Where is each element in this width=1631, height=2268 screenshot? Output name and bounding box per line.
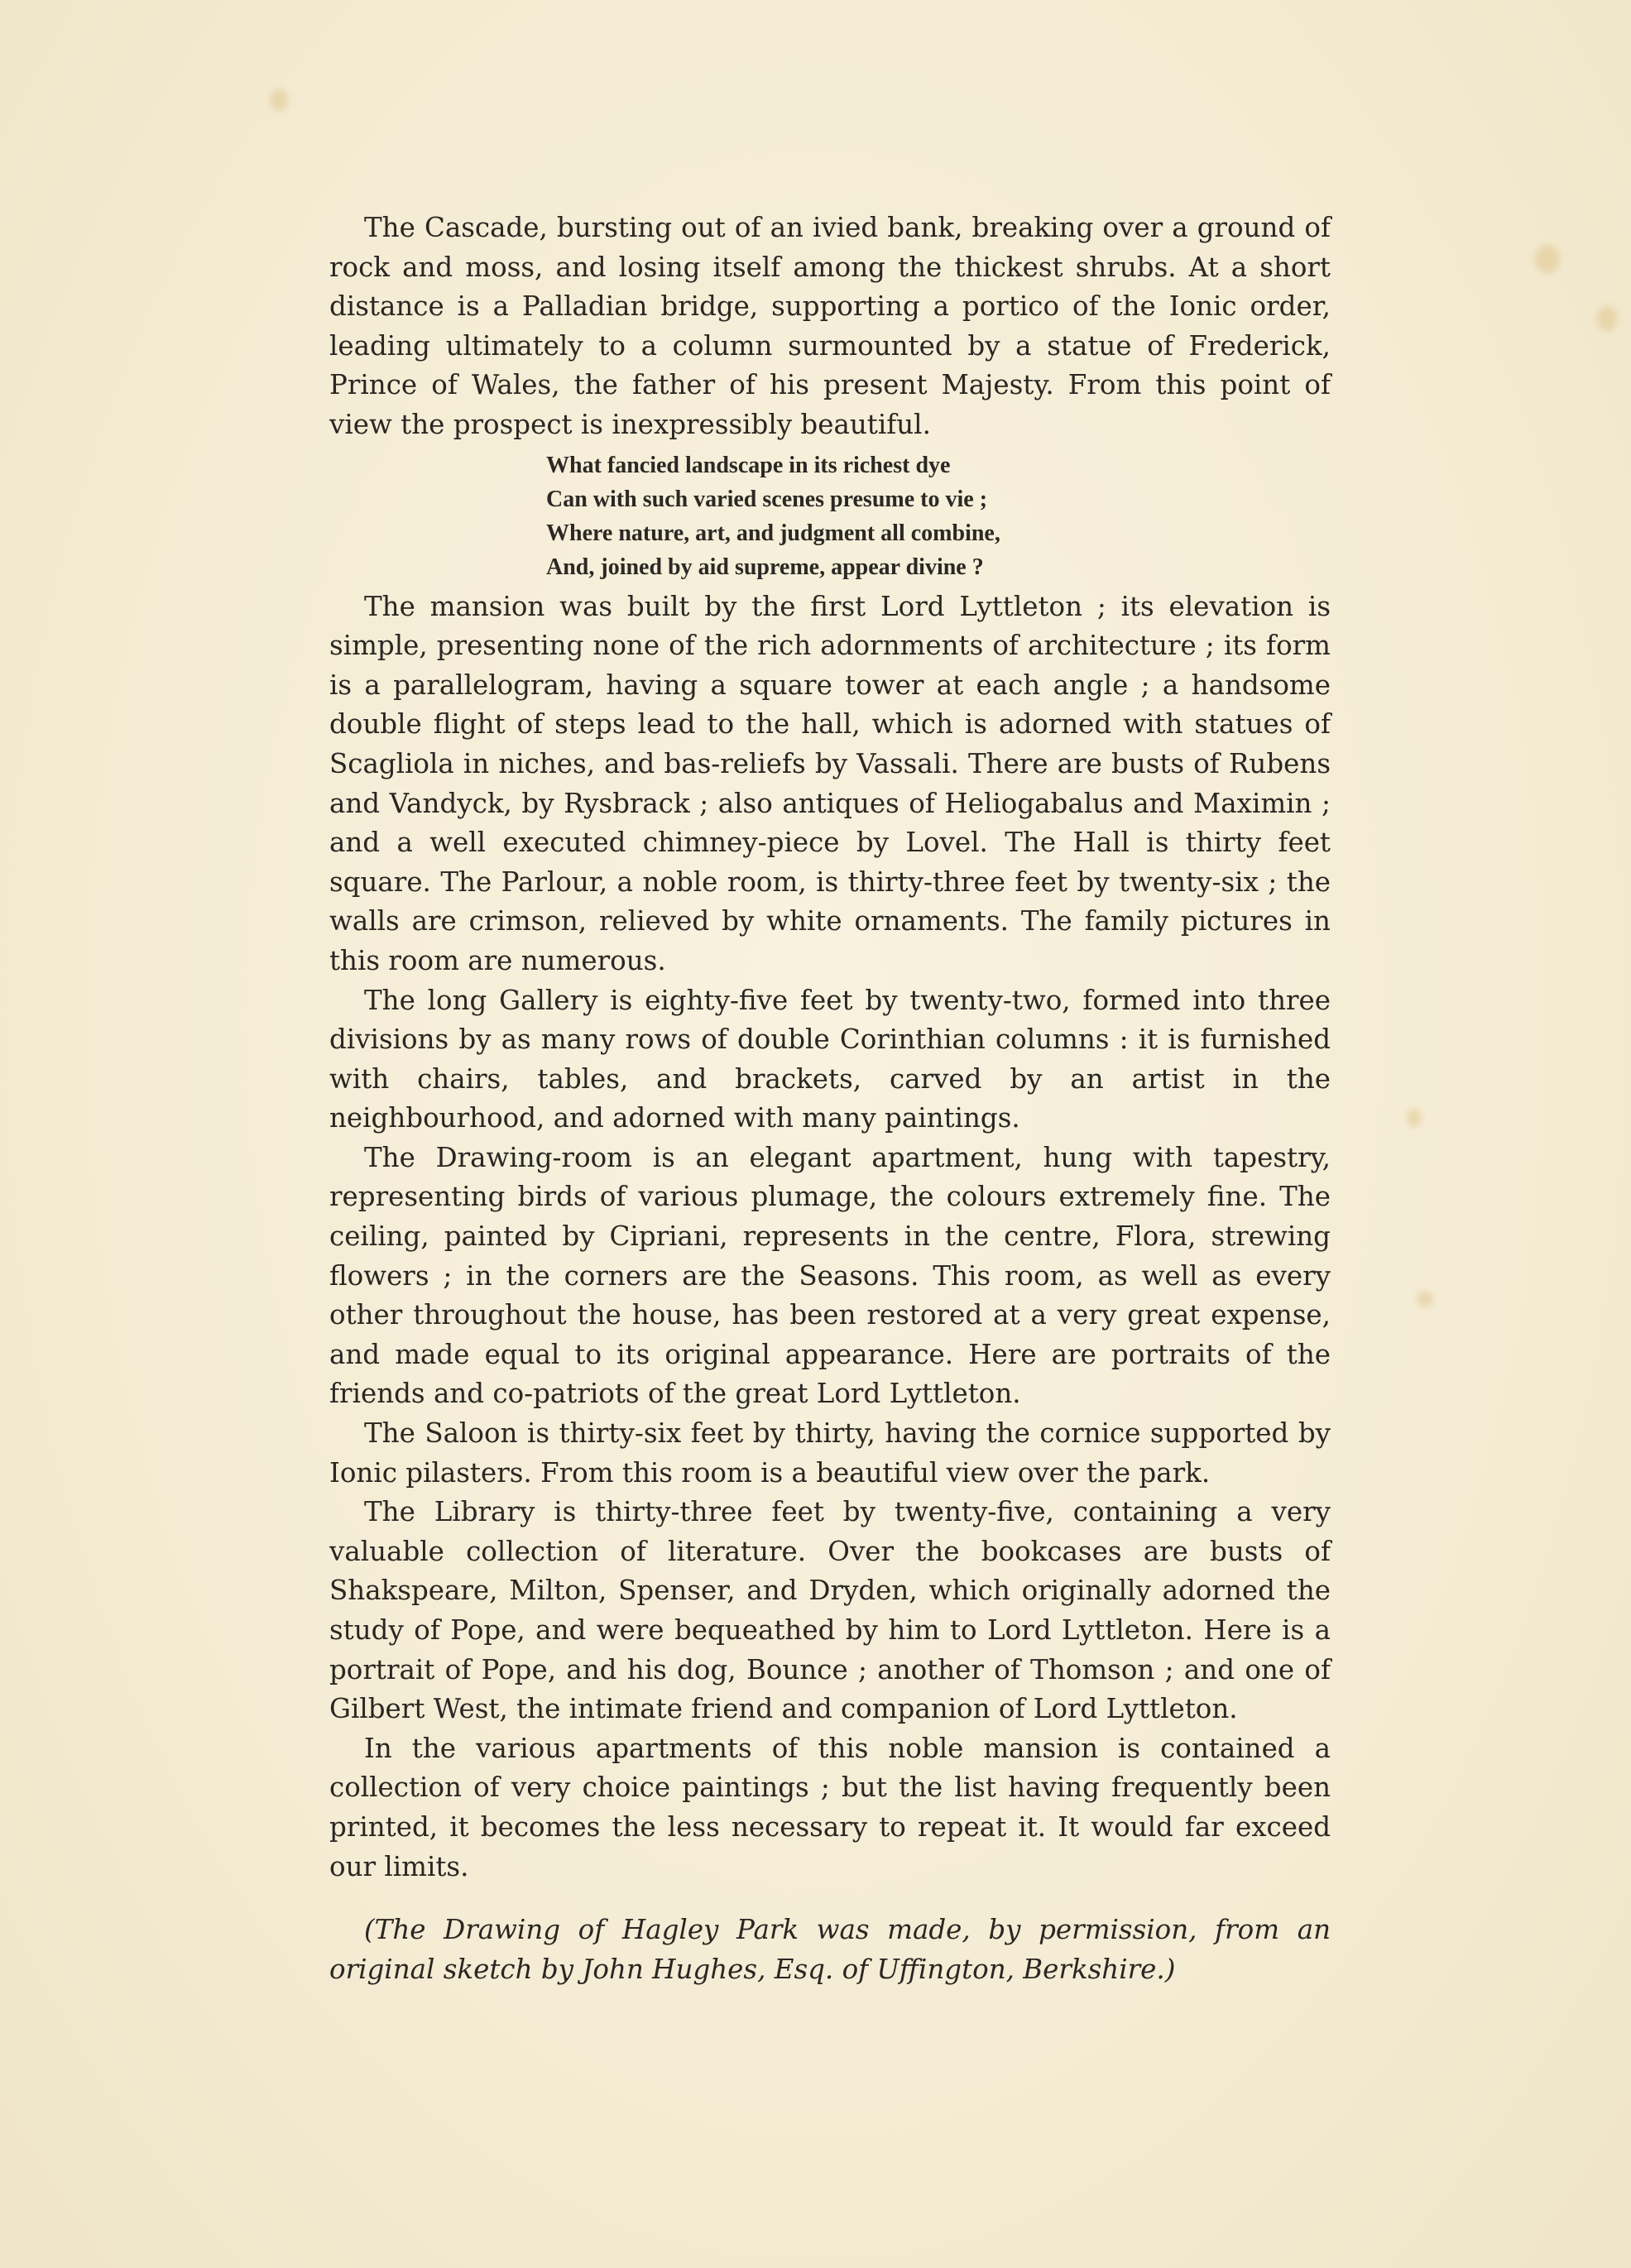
paragraph-gallery: The long Gallery is eighty-five feet by twenty-two, formed into three divisions by as many rows of double Corinthian columns : it is furnished with chairs, tables, and brackets, carved by an artist in the neighbourhood, and adorned with many paintings.	[329, 984, 1331, 1134]
paragraph-drawing-room: The Drawing-room is an elegant apartment, hung with tapestry, representing birds of various plumage, the colours extremely fine. The ceiling, painted by Cipriani, represents in the centre, Flora, strewing flowers ; in the corners are the Seasons. This room, as well as every other throughout the house, has been restored at a very great expense, and made equal to its original appearance. Here are portraits of the friends and co-patriots of the great Lord Lyttleton.	[329, 1141, 1331, 1410]
paper-stain	[1535, 245, 1560, 273]
paragraph-saloon: The Saloon is thirty-six feet by thirty, having the cornice supported by Ionic pilasters. From this room is a beautiful view over the park.	[329, 1417, 1331, 1489]
poem-line: What fancied landscape in its richest dye	[546, 452, 951, 478]
paper-stain	[270, 89, 288, 111]
paper-stain	[1417, 1291, 1433, 1307]
paper-stain	[1597, 306, 1617, 331]
paragraph-apartments: In the various apartments of this noble mansion is contained a collection of very choice paintings ; but the list having frequently been printed, it becomes the less necessary to repeat it. It would far exceed our limits.	[329, 1732, 1331, 1882]
poem-line: And, joined by aid supreme, appear divine ?	[546, 554, 984, 580]
paragraph-library: The Library is thirty-three feet by twenty-five, containing a very valuable collection of literature. Over the bookcases are busts of Shakspeare, Milton, Spenser, and Dryden, which originally adorned the study of Pope, and were bequeathed by him to Lord Lyttleton. Here is a portrait of Pope, and his dog, Bounce ; another of Thomson ; and one of Gilbert West, the intimate friend and companion of Lord Lyttleton.	[329, 1496, 1331, 1725]
poem-line: Can with such varied scenes presume to vie ;	[546, 486, 988, 512]
paragraph-mansion: The mansion was built by the first Lord Lyttleton ; its elevation is simple, presenting none of the rich adornments of architecture ; its form is a parallelogram, having a square tower at each angle ; a handsome double flight of steps lead to the hall, which is adorned with statues of Scagliola in niches, and bas-reliefs by Vassali. There are busts of Rubens and Vandyck, by Rysbrack ; also antiques of Heliogabalus and Maximin ; and a well executed chimney-piece by Lovel. The Hall is thirty feet square. The Parlour, a noble room, is thirty-three feet by twenty-six ; the walls are crimson, relieved by white ornaments. The family pictures in this room are numerous.	[329, 590, 1331, 976]
illustration-credit: (The Drawing of Hagley Park was made, by permission, from an original sketch by John Hughes, Esq. of Uffington, Berkshire.)	[329, 1914, 1331, 1986]
document-body	[329, 209, 1331, 1989]
paragraph-cascade: The Cascade, bursting out of an ivied bank, breaking over a ground of rock and moss, and losing itself among the thickest shrubs. At a short distance is a Palladian bridge, supporting a portico of the Ionic order, leading ultimately to a column surmounted by a statue of Frederick, Prince of Wales, the father of his present Majesty. From this point of view the prospect is inexpressibly beautiful.	[329, 212, 1331, 440]
poem-line: Where nature, art, and judgment all combine,	[546, 520, 1000, 546]
poem-stanza	[546, 448, 1331, 584]
paper-stain	[1407, 1109, 1422, 1127]
